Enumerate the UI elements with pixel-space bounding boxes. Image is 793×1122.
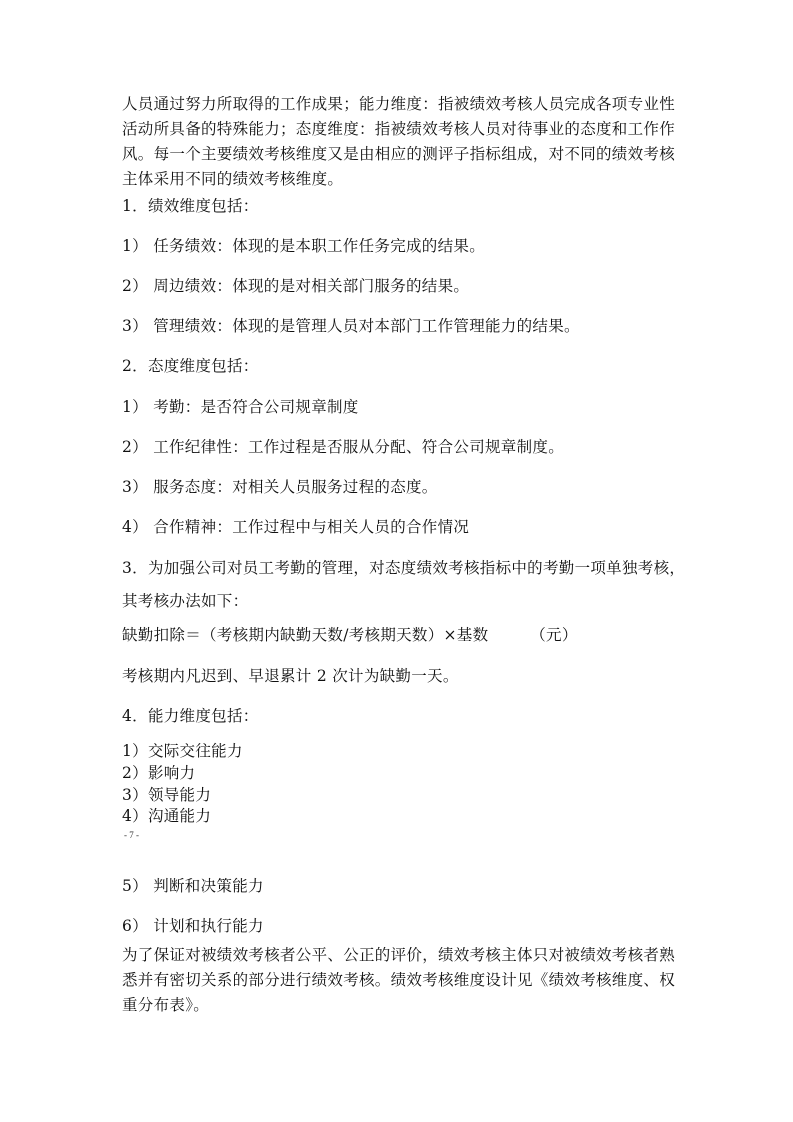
list-item: 1）交际交往能力 — [122, 742, 243, 760]
list-item: 2） 周边绩效：体现的是对相关部门服务的结果。 — [122, 277, 470, 295]
page-number: - 7 - — [124, 830, 139, 840]
text-line: 考核期内凡迟到、早退累计 2 次计为缺勤一天。 — [122, 667, 459, 685]
section-heading: 1．绩效维度包括： — [122, 197, 259, 215]
text-line: 风。每一个主要绩效考核维度又是由相应的测评子指标组成，对不同的绩效考核 — [122, 145, 676, 163]
text-line: 为了保证对被绩效考核者公平、公正的评价，绩效考核主体只对被绩效考核者熟 — [122, 946, 676, 964]
list-item: 1） 考勤：是否符合公司规章制度 — [122, 398, 359, 416]
text-line: 主体采用不同的绩效考核维度。 — [122, 170, 344, 188]
text-line: 其考核办法如下： — [122, 592, 249, 610]
list-item: 4）沟通能力 — [122, 807, 212, 825]
list-item: 3） 服务态度：对相关人员服务过程的态度。 — [122, 478, 438, 496]
formula: 缺勤扣除＝（考核期内缺勤天数/考核期天数）×基数 （元） — [122, 626, 578, 644]
list-item: 5） 判断和决策能力 — [122, 877, 264, 895]
section-heading: 3．为加强公司对员工考勤的管理，对态度绩效考核指标中的考勤一项单独考核， — [122, 559, 686, 577]
list-item: 2）影响力 — [122, 764, 196, 782]
section-heading: 4．能力维度包括： — [122, 707, 259, 725]
list-item: 3） 管理绩效：体现的是管理人员对本部门工作管理能力的结果。 — [122, 317, 580, 335]
list-item: 1） 任务绩效：体现的是本职工作任务完成的结果。 — [122, 237, 485, 255]
text-line: 重分布表》。 — [122, 996, 210, 1014]
text-line: 人员通过努力所取得的工作成果；能力维度：指被绩效考核人员完成各项专业性 — [122, 95, 676, 113]
section-heading: 2．态度维度包括： — [122, 357, 259, 375]
list-item: 2） 工作纪律性：工作过程是否服从分配、符合公司规章制度。 — [122, 438, 564, 456]
text-line: 活动所具备的特殊能力；态度维度：指被绩效考核人员对待事业的态度和工作作 — [122, 120, 676, 138]
list-item: 3）领导能力 — [122, 786, 212, 804]
list-item: 4） 合作精神：工作过程中与相关人员的合作情况 — [122, 518, 470, 536]
text-line: 悉并有密切关系的部分进行绩效考核。绩效考核维度设计见《绩效考核维度、权 — [122, 971, 676, 989]
list-item: 6） 计划和执行能力 — [122, 917, 264, 935]
